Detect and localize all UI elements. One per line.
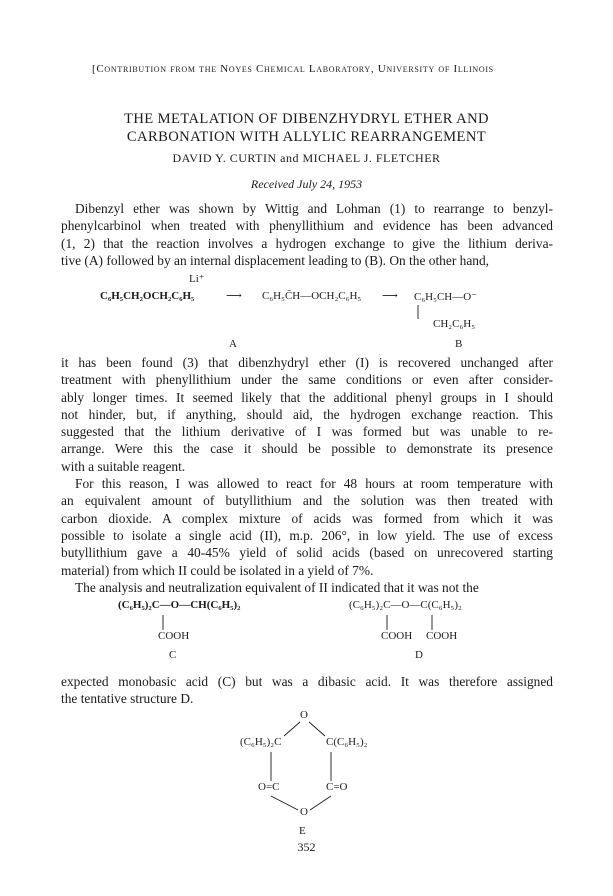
bond-line — [284, 722, 300, 736]
page-number: 352 — [297, 840, 316, 854]
author-names: DAVID Y. CURTIN and MICHAEL J. FLETCHER — [172, 151, 441, 165]
text-line: expected monobasic acid (C) but was a dibasic acid. It was therefore assigned — [61, 674, 553, 689]
structure-d-formula: (C₆H₅)₂C—O—C(C₆H₅)₂ — [349, 599, 462, 611]
label-b: B — [455, 338, 463, 350]
structure-e-right-carbonyl: C=O — [326, 781, 348, 793]
text-line: For this reason, I was allowed to react for 48 hours at room temperature with — [75, 476, 553, 492]
structure-c-cooh: COOH — [158, 630, 190, 642]
structure-e-left-carbon: (C₆H₅)₂C — [240, 736, 282, 748]
reaction-arrow: ⟶ — [382, 290, 398, 302]
text-line: tive (A) followed by an internal displacement leading to (B). On the other hand, — [61, 252, 490, 268]
text-line: not hinder, but, if anything, should aid, the hydrogen exchange reaction. This — [61, 406, 553, 422]
text-line: butyllithium gave a 40-45% yield of solid acids (based on unrecovered starting — [61, 545, 553, 561]
product-b-formula: C₆H₅CH—O⁻ — [414, 291, 477, 303]
structure-e-left-carbonyl: O=C — [258, 781, 280, 793]
text-line: suggested that the lithium derivative of I was formed but was unable to re- — [61, 424, 553, 440]
label-d: D — [415, 649, 423, 661]
text-line: with a suitable reagent. — [61, 458, 186, 474]
structure-c-formula: (C₆H₅)₂C—O—CH(C₆H₅)₂ — [118, 599, 241, 611]
intermediate-a-formula: C₆H₅C̄H—OCH₂C₆H₅ — [262, 290, 362, 302]
structure-d-cooh-left: COOH — [381, 630, 413, 642]
dibenzyl-ether-formula: C₆H₅CH₂OCH₂C₆H₅ — [100, 290, 195, 302]
label-c: C — [169, 649, 177, 661]
ring-oxygen-top: O — [300, 709, 308, 721]
text-line: possible to isolate a single acid (II), m.p. 206°, in low yield. The use of excess — [61, 527, 553, 543]
text-line: Dibenzyl ether was shown by Wittig and Lohman (1) to rearrange to benzyl- — [75, 201, 553, 216]
ring-oxygen-bottom: O — [300, 806, 308, 818]
text-line: arrange. Were this the case it should be possible to demonstrate its presence — [61, 441, 553, 457]
article-title-line-1: THE METALATION OF DIBENZHYDRYL ETHER AND — [124, 111, 489, 127]
reaction-arrow: ⟶ — [226, 290, 242, 302]
bond-line — [310, 796, 331, 810]
structure-e-right-carbon: C(C₆H₅)₂ — [326, 736, 368, 748]
text-line: ably longer times. It seemed likely that the additional phenyl groups in I should — [61, 389, 553, 405]
text-line: phenylcarbinol when treated with phenyllithium and evidence has been advanced — [61, 218, 553, 234]
text-line: The analysis and neutralization equivalent of II indicated that it was not the — [75, 579, 479, 595]
text-line: treatment with phenyllithium under the same conditions or even after consider- — [61, 372, 553, 388]
text-line: the tentative structure D. — [61, 691, 194, 707]
label-a: A — [229, 338, 237, 350]
text-line: material) from which II could be isolated in a yield of 7%. — [61, 562, 374, 578]
product-b-substituent: CH₂C₆H₅ — [433, 318, 476, 330]
bond-line — [271, 796, 298, 810]
text-line: an equivalent amount of butyllithium and the solution was then treated with — [61, 493, 553, 509]
lithium-cation-label: Li⁺ — [189, 273, 205, 285]
article-title-line-2: CARBONATION WITH ALLYLIC REARRANGEMENT — [126, 129, 487, 145]
bond-line — [309, 722, 325, 736]
label-e: E — [299, 825, 306, 837]
text-line: (1, 2) that the reaction involves a hydrogen exchange to give the lithium deriva- — [61, 235, 553, 251]
received-date: Received July 24, 1953 — [250, 177, 363, 191]
contribution-header: [Contribution from the Noyes Chemical Laboratory, University of Illinois — [92, 63, 494, 75]
text-line: it has been found (3) that dibenzhydryl ether (I) is recovered unchanged after — [61, 355, 553, 370]
text-line: carbon dioxide. A complex mixture of acids was formed from which it was — [61, 510, 553, 526]
structure-d-cooh-right: COOH — [426, 630, 458, 642]
